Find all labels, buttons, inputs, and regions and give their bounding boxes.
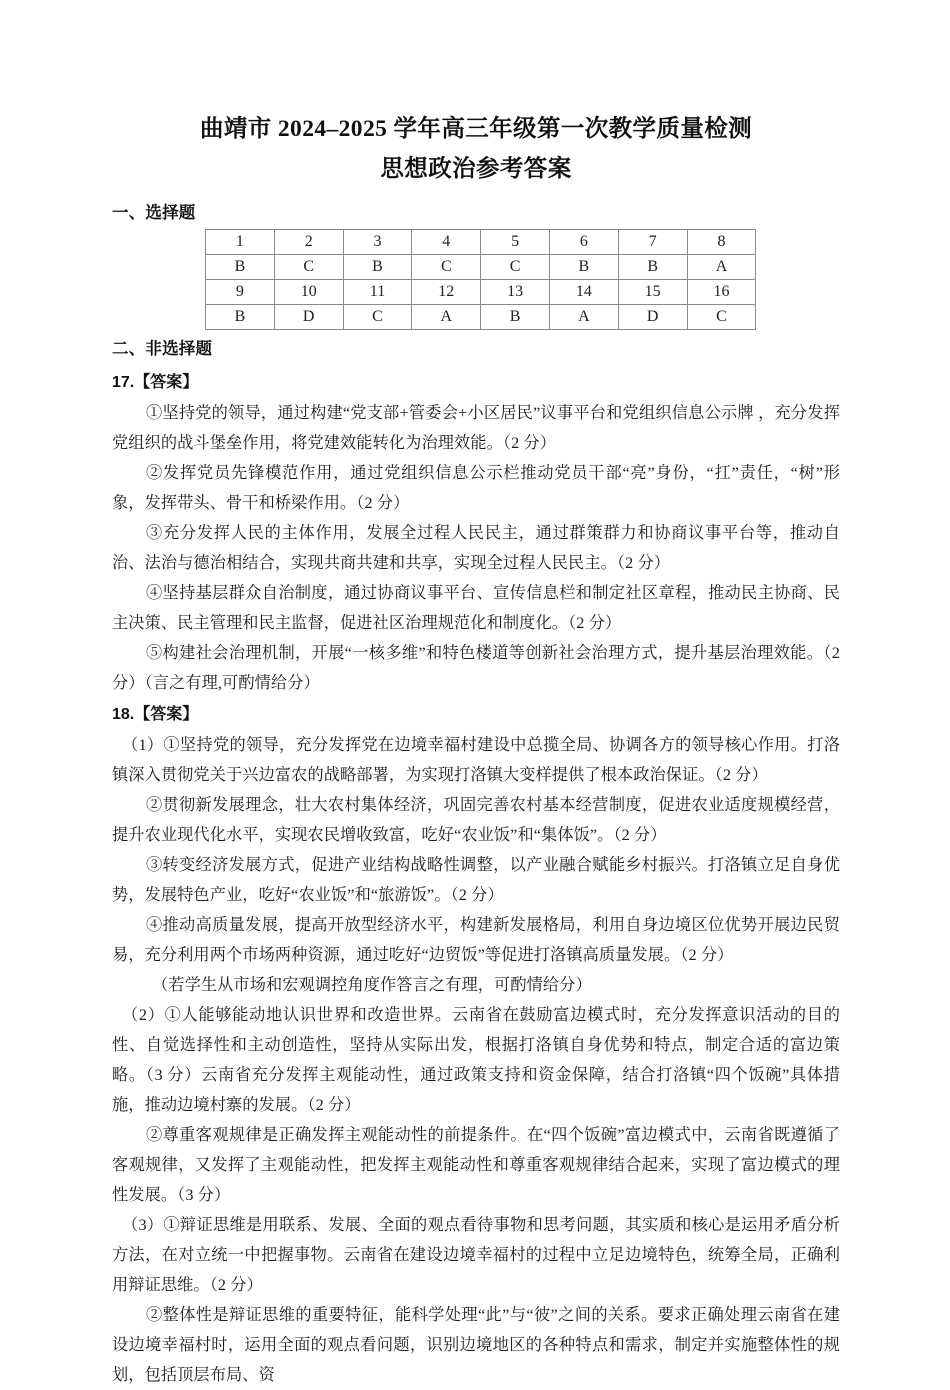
question-17-point-4: ④坚持基层群众自治制度，通过协商议事平台、宣传信息栏和制定社区章程，推动民主协商、民主决策、民主管理和民主监督，促进社区治理规范化和制度化。（2 分） (112, 584, 840, 632)
section-heading-free-response: 二、非选择题 (112, 340, 213, 358)
table-cell: 3 (343, 230, 412, 255)
table-cell: B (206, 255, 275, 280)
table-cell: B (206, 305, 275, 330)
table-cell: A (549, 305, 618, 330)
table-cell: B (549, 255, 618, 280)
table-cell: B (618, 255, 687, 280)
table-cell: A (412, 305, 481, 330)
table-cell: C (343, 305, 412, 330)
table-cell: D (618, 305, 687, 330)
question-17-heading: 17.【答案】 (112, 374, 199, 391)
table-cell: 12 (412, 280, 481, 305)
table-cell: 1 (206, 230, 275, 255)
question-18-part3-point-1: （3）①辩证思维是用联系、发展、全面的观点看待事物和思考问题，其实质和核心是运用矛盾分析方法，在对立统一中把握事物。云南省在建设边境幸福村的过程中立足边境特色，统筹全局，正确利用辩证思维。（2 分） (112, 1216, 840, 1294)
table-cell: B (481, 305, 550, 330)
table-row (206, 280, 756, 305)
question-18-heading: 18.【答案】 (112, 706, 199, 723)
table-cell: 2 (274, 230, 343, 255)
table-cell: 14 (549, 280, 618, 305)
question-17-point-3: ③充分发挥人民的主体作用，发展全过程人民民主，通过群策群力和协商议事平台等，推动自治、法治与德治相结合，实现共商共建和共享，实现全过程人民民主。（2 分） (112, 524, 840, 572)
table-cell: 15 (618, 280, 687, 305)
table-cell: 4 (412, 230, 481, 255)
table-cell: 10 (274, 280, 343, 305)
question-18-part3-point-2: ②整体性是辩证思维的重要特征，能科学处理“此”与“彼”之间的关系。要求正确处理云南省在建设边境幸福村时，运用全面的观点看问题，识别边境地区的各种特点和需求，制定并实施整体性的规划，包括顶层布局、资 (112, 1306, 840, 1384)
question-18-part1-note: （若学生从市场和宏观调控角度作答言之有理，可酌情给分） (152, 976, 592, 994)
question-18-part1-point-2: ②贯彻新发展理念，壮大农村集体经济，巩固完善农村基本经营制度，促进农业适度规模经营，提升农业现代化水平，实现农民增收致富，吃好“农业饭”和“集体饭”。（2 分） (112, 796, 840, 844)
answer-table-wrapper (112, 229, 840, 330)
table-cell: 13 (481, 280, 550, 305)
table-cell: 6 (549, 230, 618, 255)
table-cell: C (481, 255, 550, 280)
question-18-part2-point-1: （2）①人能够能动地认识世界和改造世界。云南省在鼓励富边模式时，充分发挥意识活动的目的性、自觉选择性和主动创造性，坚持从实际出发，根据打洛镇自身优势和特点，制定合适的富边策略。（3 分）云南省充分发挥主观能动性，通过政策支持和资金保障，结合打洛镇“四个饭碗”具体措施，推动边境村寨的发展。（2 分） (112, 1006, 840, 1114)
table-row (206, 255, 756, 280)
document-title-line1: 曲靖市 2024–2025 学年高三年级第一次教学质量检测 (199, 116, 753, 142)
table-cell: C (687, 305, 756, 330)
table-cell: 9 (206, 280, 275, 305)
document-title-line2: 思想政治参考答案 (380, 156, 572, 182)
table-cell: 16 (687, 280, 756, 305)
table-cell: B (343, 255, 412, 280)
question-18-part2-point-2: ②尊重客观规律是正确发挥主观能动性的前提条件。在“四个饭碗”富边模式中，云南省既遵循了客观规律，又发挥了主观能动性，把发挥主观能动性和尊重客观规律结合起来，实现了富边模式的理性发展。（3 分） (112, 1126, 840, 1204)
section-heading-multiple-choice: 一、选择题 (112, 204, 196, 222)
table-cell: 8 (687, 230, 756, 255)
table-cell: D (274, 305, 343, 330)
table-cell: 5 (481, 230, 550, 255)
table-cell: 11 (343, 280, 412, 305)
question-17-point-2: ②发挥党员先锋模范作用，通过党组织信息公示栏推动党员干部“亮”身份，“扛”责任，“树”形象，发挥带头、骨干和桥梁作用。（2 分） (112, 464, 840, 512)
question-18-part1-point-1: （1）①坚持党的领导，充分发挥党在边境幸福村建设中总揽全局、协调各方的领导核心作用。打洛镇深入贯彻党关于兴边富农的战略部署，为实现打洛镇大变样提供了根本政治保证。（2 分） (112, 736, 840, 784)
table-row (206, 305, 756, 330)
multiple-choice-answer-table (205, 229, 756, 330)
table-cell: 7 (618, 230, 687, 255)
table-cell: C (412, 255, 481, 280)
question-17-point-1: ①坚持党的领导，通过构建“党支部+管委会+小区居民”议事平台和党组织信息公示牌 ，充分发挥党组织的战斗堡垒作用，将党建效能转化为治理效能。（2 分） (112, 404, 840, 452)
table-cell: A (687, 255, 756, 280)
question-18-part1-point-3: ③转变经济发展方式，促进产业结构战略性调整，以产业融合赋能乡村振兴。打洛镇立足自身优势，发展特色产业，吃好“农业饭”和“旅游饭”。（2 分） (112, 856, 840, 904)
question-18-part1-point-4: ④推动高质量发展，提高开放型经济水平，构建新发展格局，利用自身边境区位优势开展边民贸易，充分利用两个市场两种资源，通过吃好“边贸饭”等促进打洛镇高质量发展。（2 分） (112, 916, 840, 964)
question-17-point-5: ⑤构建社会治理机制，开展“一核多维”和特色楼道等创新社会治理方式，提升基层治理效能。（2 分）（言之有理,可酌情给分） (112, 644, 840, 692)
table-cell: C (274, 255, 343, 280)
table-row (206, 230, 756, 255)
